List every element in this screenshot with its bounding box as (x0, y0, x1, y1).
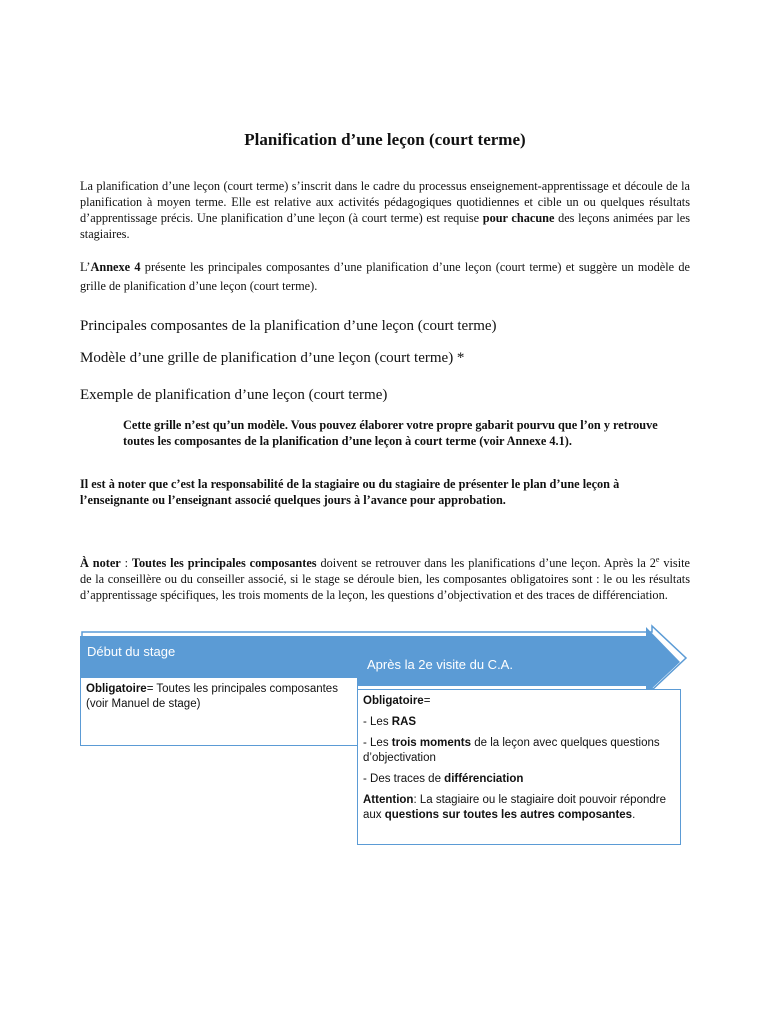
annexe-paragraph (80, 258, 690, 296)
a-noter-bold: Toutes les principales composantes (131, 556, 317, 571)
attention-end: . (632, 809, 636, 821)
annexe-prefix: L’ (80, 260, 91, 274)
intro-text-b: des leçons animées par les stagiaires. (80, 211, 690, 241)
annexe-bold: Annexe 4 (90, 260, 141, 274)
right-box-title-bold: Obligatoire (363, 695, 424, 707)
a-noter-text-a: doivent se retrouver dans les planifications d’une leçon. Après la 2 (316, 556, 656, 571)
attention-text: : La stagiaire ou le stagiaire doit pouvoir répondre aux (363, 794, 666, 821)
responsabilite-note: Il est à noter que c’est la responsabilité de la stagiaire ou du stagiaire de présenter le plan d’une leçon à l’enseignante ou l’enseignant associé quelques jours à l’avance pour approbation. (80, 477, 620, 507)
left-box-bold: Obligatoire (86, 683, 147, 695)
intro-paragraph (80, 178, 690, 242)
attention-bold: Attention (363, 794, 414, 806)
a-noter-sup: e (655, 555, 660, 564)
right-box-title (363, 694, 675, 709)
stage2-label: Après la 2e visite du C.A. (367, 657, 513, 672)
item2-prefix: - Les (363, 737, 392, 749)
stage1-label: Début du stage (87, 644, 176, 659)
left-box-obligatoire (80, 677, 358, 746)
a-noter-text-b: visite de la conseillère ou du conseiller associé, si le stage se déroule bien, les composantes obligatoires sont : le ou les résultats d’apprentissage spécifiques, les trois moments de la leçon, les questions d’objectivation et des traces de différenciation. (80, 556, 690, 603)
item1-prefix: - Les (363, 716, 392, 728)
attention-bold2: questions sur toutes les autres composantes (384, 809, 633, 821)
right-box-item-differenciation (363, 772, 675, 787)
heading-exemple: Exemple de planification d’une leçon (court terme) (80, 387, 388, 403)
heading-modele-grille: Modèle d’une grille de planification d’une leçon (court terme) * (80, 350, 465, 366)
item1-bold: RAS (391, 716, 417, 728)
page-title: Planification d’une leçon (court terme) (244, 130, 526, 149)
a-noter-paragraph (80, 552, 690, 603)
a-noter-label: À noter (80, 556, 121, 571)
right-box-item-moments (363, 736, 675, 766)
right-box-item-ras (363, 715, 675, 730)
note-grille: Cette grille n’est qu’un modèle. Vous pouvez élaborer votre propre gabarit pourvu que l’on y retrouve toutes les composantes de la planification d’une leçon à court terme (voir Annexe 4.1). (123, 418, 658, 448)
item2-bold: trois moments (391, 737, 472, 749)
right-box-attention (363, 793, 675, 823)
item2-rest: de la leçon avec quelques questions d’objectivation (363, 737, 660, 764)
left-box-text: = Toutes les principales composantes (voir Manuel de stage) (86, 683, 338, 710)
item3-prefix: - Des traces de (363, 773, 445, 785)
intro-bold: pour chacune (482, 211, 555, 225)
annexe-text: présente les principales composantes d’une planification d’une leçon (court terme) et suggère un modèle de grille de planification d’une leçon (court terme). (80, 260, 690, 293)
a-noter-sep: : (120, 556, 132, 571)
right-box-title-rest: = (423, 695, 431, 707)
right-box-obligatoire (357, 689, 681, 845)
intro-text-a: La planification d’une leçon (court terme) s’inscrit dans le cadre du processus enseignement-apprentissage et découle de la planification à moyen terme. Elle est relative aux activités pédagogiques quotidiennes et cible un ou quelques résultats d’apprentissage précis. Une planification d’une leçon (à court terme) est requise (80, 179, 690, 225)
item3-bold: différenciation (444, 773, 524, 785)
heading-principales-composantes: Principales composantes de la planification d’une leçon (court terme) (80, 318, 497, 334)
